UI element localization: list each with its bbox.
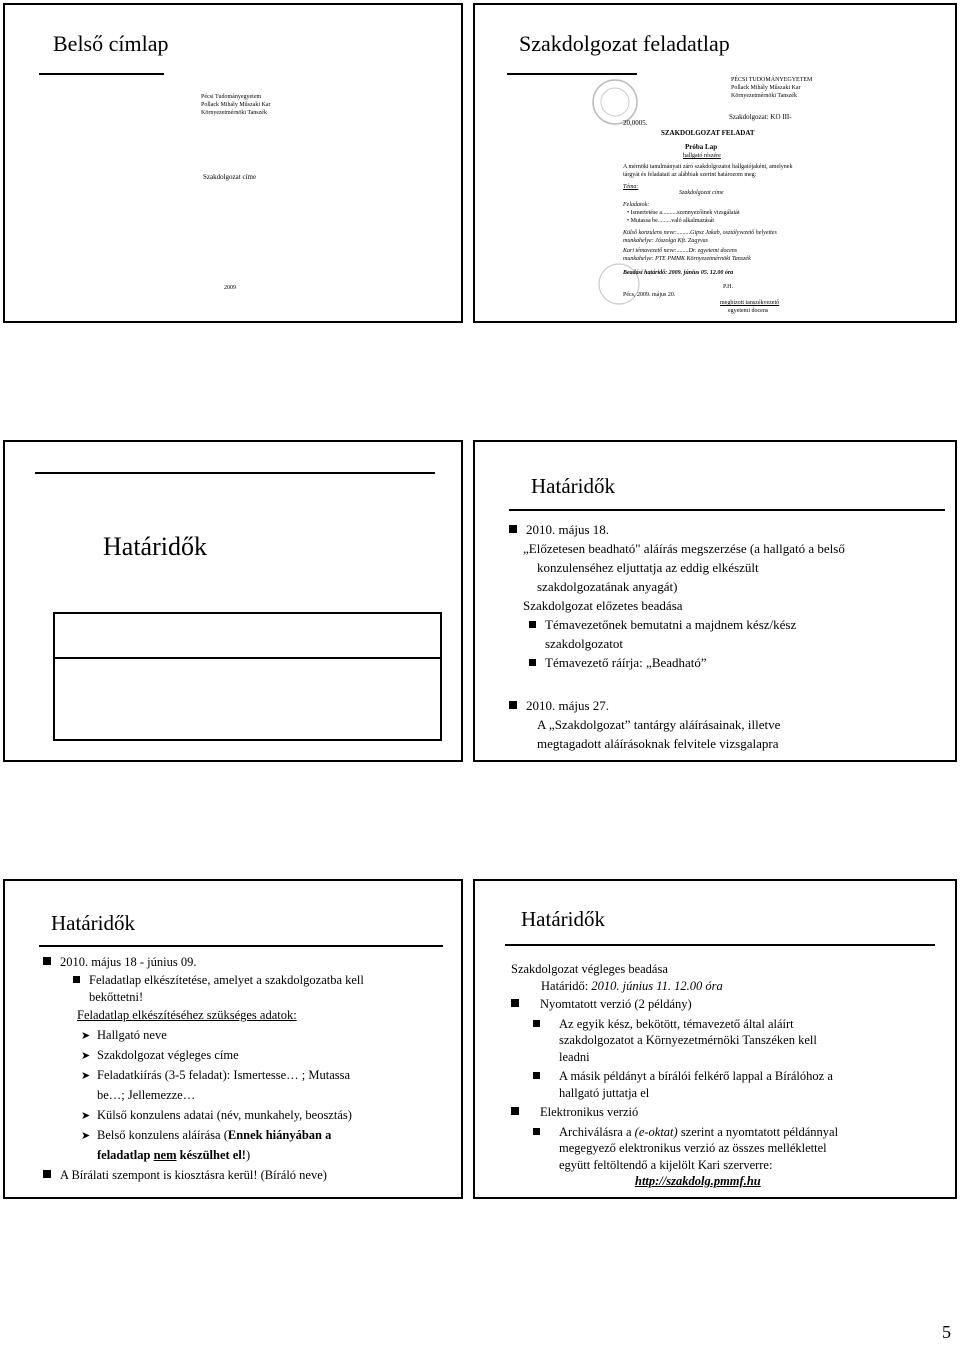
slide-title: Határidők — [103, 532, 207, 561]
deadline-label: Határidő: — [541, 978, 592, 993]
sub-item — [511, 1124, 838, 1141]
arrow-bullet-icon: ➤ — [81, 1070, 91, 1083]
item-text: 2010. május 18 - június 09. — [60, 955, 197, 969]
signature-title: egyetemi docens — [728, 308, 769, 314]
req-text: Feladatkiírás (3-5 feladat): Ismertesse… ; Mutassa — [97, 1068, 351, 1083]
square-bullet-icon — [533, 1072, 540, 1079]
server-link[interactable]: http://szakdolg.pmmf.hu — [635, 1174, 761, 1188]
deadline-block-2 — [509, 696, 780, 753]
slide-belso-cimlap — [3, 3, 463, 323]
deadline-date: 2010. június 11. 12.00 óra — [591, 978, 723, 993]
header-line: PÉCSI TUDOMÁNYEGYETEM — [731, 77, 813, 83]
sub-item-text: szakdolgozatot a Környezetmérnöki Tanszéken kell — [559, 1033, 817, 1047]
arrow-bullet-icon: ➤ — [81, 1029, 91, 1042]
sub-item-text: Témavezető ráírja: „Beadható” — [545, 655, 707, 670]
slide-hataridok-1 — [473, 440, 957, 762]
institution-line: Pollack Mihály Műszaki Kar — [201, 102, 271, 108]
deadline-date: 2010. május 18. — [526, 522, 610, 537]
sub-item-text: szakdolgozatot — [545, 636, 623, 651]
int-consultant: Kari témavezető neve:........Dr. egyetemi docens — [623, 248, 738, 254]
frame-divider — [53, 657, 442, 659]
req-text: be…; Jellemezze… — [97, 1088, 196, 1103]
item-text: szakdolgozatának anyagát) — [537, 579, 678, 594]
square-bullet-icon — [73, 976, 80, 983]
slide-title: Szakdolgozat feladatlap — [519, 31, 730, 56]
list-item — [43, 1166, 364, 1185]
sub-item-text: Témavezetőnek bemutatni a majdnem kész/kész — [545, 617, 797, 632]
slide-hataridok-3 — [473, 879, 957, 1199]
slide-title: Belső címlap — [53, 31, 169, 56]
req-item — [43, 1046, 364, 1066]
arrow-bullet-icon: ➤ — [81, 1049, 91, 1062]
doc-heading: SZAKDOLGOZAT FELADAT — [661, 129, 755, 137]
item-text: konzulenséhez eljuttatja az eddig elkészült — [537, 560, 759, 575]
slide-hataridok-title — [3, 440, 463, 762]
req-item — [43, 1126, 364, 1146]
list-item — [511, 996, 838, 1013]
institution-line: Környezetmérnöki Tanszék — [201, 110, 267, 116]
req-item — [43, 1106, 364, 1126]
task-item: • Mutassa be.........való alkalmazását — [627, 218, 715, 224]
title-underline — [505, 944, 935, 946]
section-heading: Szakdolgozat végleges beadása — [511, 962, 668, 976]
task-text: Mutassa be.........való alkalmazását — [630, 218, 715, 224]
sub-item — [509, 615, 845, 634]
square-bullet-icon — [509, 701, 517, 709]
square-bullet-icon — [533, 1128, 540, 1135]
list-item — [43, 953, 364, 972]
thesis-title: Szakdolgozat címe — [203, 173, 257, 181]
task-text: Ismertetése a..........szennyezőinek vizsgálatát — [630, 210, 740, 216]
slide-title: Határidők — [531, 474, 615, 498]
feladat-label: Feladatok: — [623, 202, 650, 208]
req-text-underlined: nem — [153, 1148, 177, 1163]
year: 2009 — [224, 285, 236, 291]
slide-title: Határidők — [51, 911, 135, 935]
req-text-part: ) — [245, 1148, 251, 1163]
sub-item — [511, 1068, 838, 1085]
ext-consultant: Külső konzulens neve:.........Gipsz Jakab, osztályvezető helyettes — [623, 230, 777, 236]
content-list — [511, 961, 838, 1190]
institution-line: Pécsi Tudományegyetem — [201, 94, 262, 100]
list-item — [509, 520, 845, 539]
item-text: A „Szakdolgozat” tantárgy aláírásainak, illetve — [537, 717, 781, 732]
item-text: A Bírálati szempont is kiosztásra kerül! (Bíráló neve) — [60, 1167, 327, 1182]
slide-title: Határidők — [521, 907, 605, 931]
intro-line: tárgyát és feladatait az alábbiak szerint határozom meg: — [623, 172, 757, 178]
item-text: „Előzetesen beadható" aláírás megszerzése (a hallgató a belső — [523, 541, 845, 556]
text-part: szerint a nyomtatott példánnyal — [677, 1124, 839, 1139]
institution-block — [201, 93, 271, 117]
item-text: Elektronikus verzió — [540, 1105, 639, 1119]
sub-item-text — [559, 1125, 838, 1139]
square-bullet-icon — [533, 1020, 540, 1027]
sub-item-text: leadni — [559, 1049, 590, 1064]
req-text: Külső konzulens adatai (név, munkahely, beosztás) — [97, 1107, 352, 1122]
req-text: Hallgató neve — [97, 1027, 167, 1042]
top-rule — [35, 472, 435, 474]
text-part: Archiválásra a — [559, 1124, 635, 1139]
item-text: megtagadott aláírásoknak felvitele vizsgalapra — [537, 736, 779, 751]
header-line: Környezetmérnöki Tanszék — [731, 93, 797, 99]
square-bullet-icon — [43, 957, 51, 965]
deadline-line — [511, 978, 838, 995]
sub-item-text: Feladatlap elkészítetése, amelyet a szakdolgozatba kell — [89, 973, 364, 988]
sub-item-text: együtt feltöltendő a kijelölt Kari szerverre: — [559, 1157, 773, 1172]
sub-item-text: hallgató juttatja el — [559, 1085, 650, 1100]
student-sub: hallgató részére — [683, 153, 721, 159]
title-underline — [507, 73, 637, 75]
slide-feladatlap — [473, 3, 957, 323]
deadline-block-1 — [509, 520, 845, 672]
list-item — [511, 1104, 838, 1121]
ph-mark: P.H. — [723, 284, 734, 290]
square-bullet-icon — [529, 659, 536, 666]
title-underline — [39, 73, 164, 75]
deadline: Beadási határidő: 2009. június 05. 12.00 óra — [623, 270, 734, 276]
deadline-date: 2010. május 27. — [526, 698, 610, 713]
req-text-bold: Ennek hiányában a — [227, 1128, 332, 1143]
req-text-part: feladatlap — [97, 1148, 154, 1163]
city-date: Pécs, 2009. május 20. — [623, 292, 676, 298]
item-text: Nyomtatott verzió (2 példány) — [540, 997, 692, 1011]
sub-item — [43, 972, 364, 989]
tema-value: Szakdolgozat címe — [679, 190, 724, 196]
req-text: Szakdolgozat végleges címe — [97, 1047, 239, 1062]
requirements-heading: Feladatlap elkészítéséhez szükséges adatok: — [77, 1008, 297, 1023]
header-line: Pollack Mihály Műszaki Kar — [731, 85, 801, 91]
int-workplace: munkahelye: PTE PMMK Környezetmérnöki Tanszék — [623, 256, 751, 262]
req-item — [43, 1066, 364, 1086]
sub-item — [511, 1016, 838, 1033]
req-item — [43, 1026, 364, 1046]
square-bullet-icon — [529, 621, 536, 628]
square-bullet-icon — [511, 999, 519, 1007]
tema-label: Téma: — [623, 184, 639, 190]
task-item: • Ismertetése a..........szennyezőinek vizsgálatát — [627, 210, 740, 216]
stamp-seal-icon — [595, 260, 643, 308]
signature-title: megbízott tanszékvezető — [720, 300, 780, 306]
intro-line: A mérnöki tanulmányait záró szakdolgozatot hallgatójaként, amelynek — [623, 164, 793, 170]
req-text-part: készülhet el! — [176, 1148, 246, 1163]
ext-workplace: munkahelye: Jószolga Kft. Zagyvas — [623, 238, 708, 244]
sub-item-text: megegyező elektronikus verzió az összes melléklettel — [559, 1141, 827, 1155]
content-frame — [53, 612, 442, 741]
req-text — [43, 1146, 364, 1165]
sub-item-text: Az egyik kész, bekötött, témavezető által aláírt — [559, 1016, 794, 1031]
arrow-bullet-icon: ➤ — [81, 1130, 91, 1143]
doc-date: 20,0005. — [623, 119, 648, 127]
square-bullet-icon — [511, 1107, 519, 1115]
student-name: Próba Lap — [685, 143, 718, 151]
sub-item — [509, 653, 845, 672]
req-text: Belső konzulens aláírása ( — [97, 1128, 228, 1143]
page-number: 5 — [942, 1322, 951, 1342]
item-text: Szakdolgozat előzetes beadása — [523, 598, 683, 613]
title-underline — [39, 945, 443, 947]
square-bullet-icon — [43, 1170, 51, 1178]
content-list — [43, 953, 364, 1185]
slide-hataridok-2 — [3, 879, 463, 1199]
header-block — [731, 76, 812, 100]
thesis-code: Szakdolgozat: KO III- — [729, 113, 792, 121]
title-underline — [509, 509, 945, 511]
square-bullet-icon — [509, 525, 517, 533]
list-item — [509, 696, 780, 715]
sub-item-text: bekőttetni! — [89, 990, 144, 1005]
sub-item-text: A másik példányt a bírálói felkérő lappal a Bírálóhoz a — [559, 1069, 833, 1083]
arrow-bullet-icon: ➤ — [81, 1109, 91, 1122]
text-italic: (e-oktat) — [634, 1124, 678, 1139]
